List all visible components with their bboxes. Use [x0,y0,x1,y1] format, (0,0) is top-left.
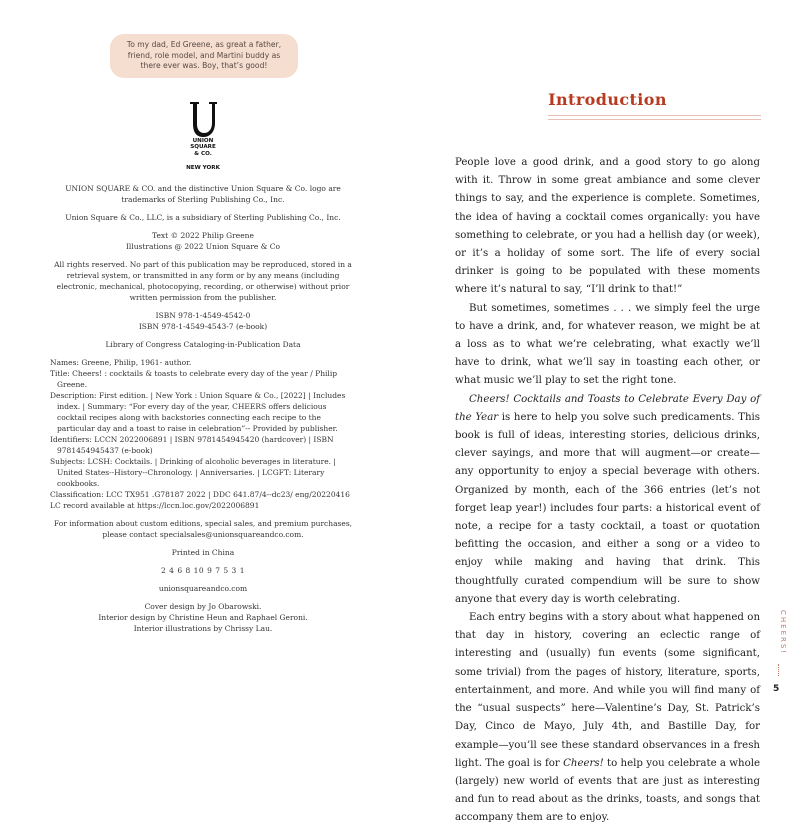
intro-body [455,154,760,828]
left-page [0,0,405,729]
copyright-block [50,183,356,634]
dedication-box [110,34,298,78]
book-title: Cheers! Cocktails and Toasts to Celebrate Every Day of the Year [455,393,760,423]
cip-entry: LC record available at https://lccn.loc.gov/2022006891 [50,501,260,510]
running-head-divider [778,664,780,676]
dedication-text: To my dad, Ed Greene, as great a father, friend, role model, and Martini buddy as there ever was. Boy, that’s good! [126,39,282,71]
right-page [405,0,810,824]
running-head: CHEERS! [779,610,787,656]
text-copyright: Text © 2022 Philip Greene [152,231,254,240]
paragraph: Cheers! Cocktails and Toasts to Celebrate Every Day of the Year is here to help you solve such predicaments. This book is full of ideas, interesting stories, delicious drinks, clever sayings, and more that will augment—or create—any opportunity to enjoy a special beverage with others. Organized by month, each of the 366 entries (let’s not forget leap year!) includes four parts: a historical event of note, a recipe for a tasty cocktail, a toast or quotation befitting the occasion, and either a song or a video to enjoy while making and having that drink. This thoughtfully curated compendium will be sure to show anyone that every day is worth celebrating. [455,393,760,605]
credit-line: Interior illustrations by Chrissy Lau. [133,624,273,633]
print-line: 2 4 6 8 10 9 7 5 3 1 [161,566,245,575]
cip-data [50,357,356,511]
book-title: Cheers! [563,757,604,769]
paragraph: But sometimes, sometimes . . . we simply feel the urge to have a drink, and, for whatever reason, we might be at a loss as to what we’re celebrating, what exactly we’ll have to drink, what we’ll say in toasting each other, or what music we’ll play to set the right tone. [455,302,760,387]
cip-entry: Subjects: LCSH: Cocktails. | Drinking of alcoholic beverages in literature. | United States--History--Chronology. | Anniversaries. | LCGFT: Literary cookbooks. [50,457,336,488]
logo-name: UNION SQUARE & CO. [190,138,216,157]
chapter-title: Introduction [548,90,667,109]
cip-entry: Classification: LCC TX951 .G78187 2022 | DDC 641.87/4--dc23/ eng/20220416 [50,490,350,499]
isbn-ebook: ISBN 978-1-4549-4543-7 (e-book) [138,322,268,331]
title-rule [548,119,761,120]
subsidiary-notice: Union Square & Co., LLC, is a subsidiary of Sterling Publishing Co., Inc. [65,213,341,222]
credit-line: Interior design by Christine Heun and Raphael Geroni. [98,613,308,622]
title-rule [548,115,761,116]
page-number: 5 [773,684,780,694]
trademark-notice: UNION SQUARE & CO. and the distinctive Union Square & Co. logo are trademarks of Sterling Publishing Co., Inc. [65,184,341,204]
isbn-hardcover: ISBN 978-1-4549-4542-0 [155,311,251,320]
publisher-logo [178,100,228,171]
cip-entry: Title: Cheers! : cocktails & toasts to celebrate every day of the year / Philip Greene. [50,369,338,389]
credit-line: Cover design by Jo Obarowski. [144,602,262,611]
paragraph: People love a good drink, and a good story to go along with it. Throw in some great ambiance and some clever things to say, and the experience is complete. Sometimes, the idea of having a cocktail comes organically: you have something to celebrate, or you had a hellish day (or week), or it’s a holiday of some sort. The life of every social drinker is going to be populated with these moments where it’s natural to say, “I’ll drink to that!” [455,157,760,296]
printed-in: Printed in China [171,548,235,557]
paragraph: Each entry begins with a story about what happened on that day in history, covering an eclectic range of interesting and (usually) fun events (some significant, some trivial) from the pages of history, literature, sports, entertainment, and more. And while you will find many of the “usual suspects” here—Valentine’s Day, St. Patrick’s Day, Cinco de Mayo, July 4th, and Bastille Day, for example—you’ll see these standard observances in a fresh light. The goal is for Cheers! to help you celebrate a whole (largely) new world of events that are just as interesting and fun to read about as the drinks, toasts, and songs that accompany them are to enjoy. [455,612,760,824]
custom-editions-notice: For information about custom editions, special sales, and premium purchases, please contact specialsales@unionsquareandco.com. [53,519,353,539]
cip-entry: Names: Greene, Philip, 1961- author. [50,358,192,367]
loc-heading: Library of Congress Cataloging-in-Publication Data [105,340,301,349]
illustrations-copyright: Illustrations @ 2022 Union Square & Co [125,242,281,251]
cip-entry: Description: First edition. | New York : Union Square & Co., [2022] | Includes index. | Summary: “For every day of the year, CHEERS offers delicious cocktail recipes along with backstories connecting each recipe to the particular day and a toast to raise in celebration”-- Provided by publisher. [50,391,346,433]
cip-entry: Identifiers: LCCN 2022006891 | ISBN 9781454945420 (hardcover) | ISBN 9781454945437 (e-book) [50,435,334,455]
union-square-u-icon [188,100,218,138]
rights-notice: All rights reserved. No part of this publication may be reproduced, stored in a retrieval system, or transmitted in any form or by any means (including electronic, mechanical, photocopying, recording, or otherwise) without prior written permission from the publisher. [54,260,352,302]
logo-city: NEW YORK [186,165,220,172]
publisher-website: unionsquareandco.com [158,584,248,593]
